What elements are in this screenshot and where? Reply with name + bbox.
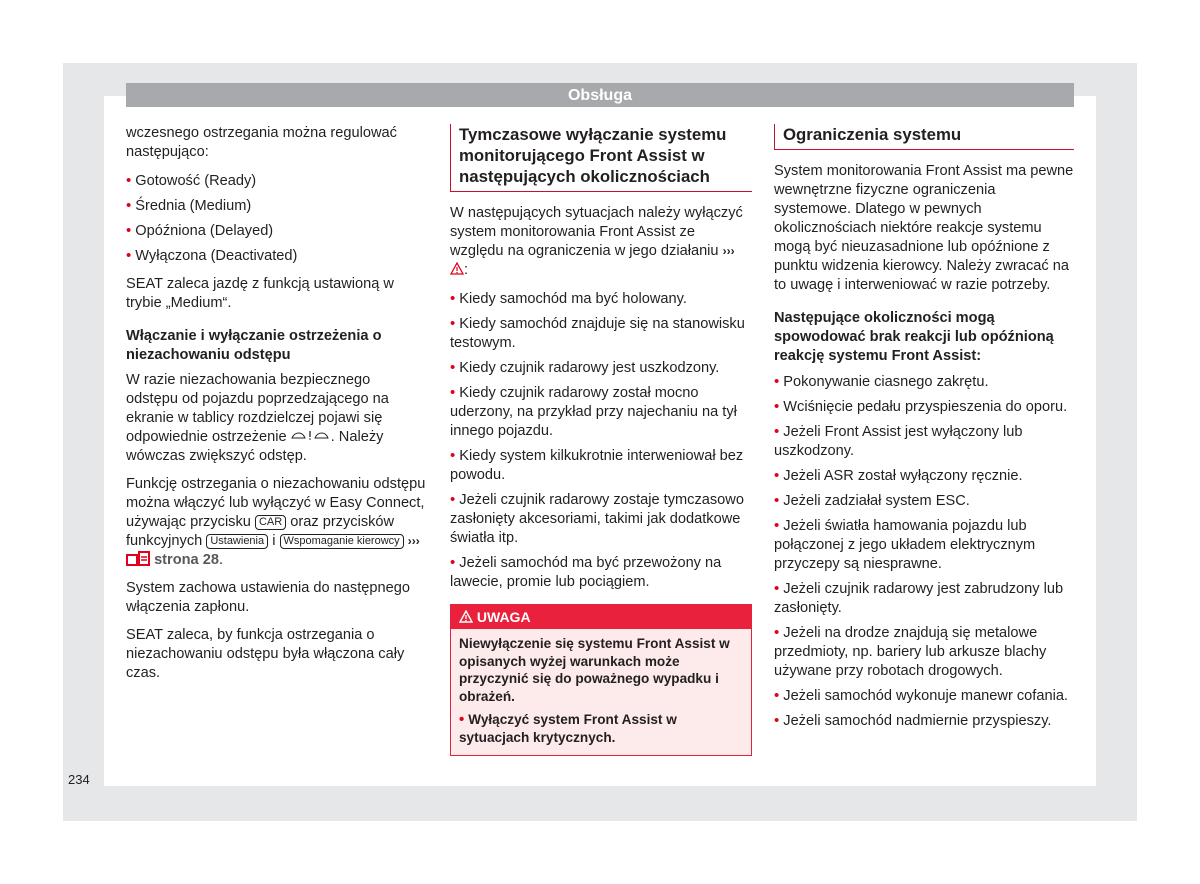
paragraph-text: Funkcję ostrzegania o niezachowaniu odstępu można włączyć lub wyłączyć w Easy Connect, używając przycisku [126, 476, 426, 530]
intro-text [450, 204, 752, 280]
list-item: • Jeżeli na drodze znajdują się metalowe przedmioty, np. bariery lub arkusze blachy używane przy robotach drogowych. [774, 623, 1074, 681]
warning-box [450, 604, 752, 756]
column-3 [774, 124, 1074, 740]
list-item: • Kiedy czujnik radarowy jest uszkodzony. [450, 358, 752, 378]
warning-title: UWAGA [476, 609, 531, 625]
paragraph: System zachowa ustawienia do następnego włączenia zapłonu. [126, 580, 410, 615]
paragraph [126, 475, 426, 570]
section-header: Obsługa [126, 83, 1074, 107]
reference-arrows: ››› [722, 244, 735, 258]
column-1 [126, 124, 426, 692]
list-item: • Jeżeli Front Assist jest wyłączony lub uszkodzony. [774, 422, 1074, 461]
paragraph-text: W razie niezachowania bezpiecznego odstępu od pojazdu poprzedzającego na ekranie w tablicy rozdzielczej pojawi się odpowiednie ostrzeżenie [126, 372, 389, 445]
list-item: • Jeżeli czujnik radarowy zostaje tymczasowo zasłonięty akcesoriami, takimi jak dodatkowe światła itp. [450, 490, 752, 548]
warning-list [459, 711, 743, 746]
list-item: • Opóźniona (Delayed) [126, 221, 426, 241]
list-item: • Kiedy czujnik radarowy został mocno uderzony, na przykład przy najechaniu na tył innego pojazdu. [450, 383, 752, 441]
paragraph-text: . Należy wówczas zwiększyć odstęp. [126, 429, 384, 464]
driver-assist-key: Wspomaganie kierowcy [280, 534, 404, 549]
subheading: Następujące okoliczności mogą spowodować brak reakcji lub opóźnioną reakcję systemu Front Assist: [774, 310, 1054, 364]
situation-list [450, 289, 752, 592]
paragraph: SEAT zaleca, by funkcja ostrzegania o niezachowaniu odstępu była włączona cały czas. [126, 627, 405, 681]
warning-text: Niewyłączenie się systemu Front Assist w opisanych wyżej warunkach może przyczynić się do poważnego wypadku i obrażeń. [459, 636, 730, 704]
page-reference-link[interactable]: strona 28 [154, 552, 219, 568]
paragraph [126, 371, 426, 466]
warning-triangle-icon [450, 262, 464, 275]
list-item: • Wyłączyć system Front Assist w sytuacjach krytycznych. [459, 711, 743, 746]
paragraph-text: i [272, 533, 276, 549]
list-item: • Kiedy samochód ma być holowany. [450, 289, 752, 309]
page-number: 234 [68, 772, 90, 787]
section-heading: Tymczasowe wyłączanie systemu monitorującego Front Assist w następujących okolicznościach [450, 124, 752, 192]
intro-text: System monitorowania Front Assist ma pewne wewnętrzne fizyczne ograniczenia systemowe. Dlatego w pewnych okolicznościach niektóre reakcje systemu mogą być nieuzasadnione lub opóźnione z punktu widzenia kierowcy. Należy zwracać na to uwagę i interweniować w razie potrzeby. [774, 163, 1074, 293]
intro-text: wczesnego ostrzegania można regulować następująco: [126, 125, 397, 160]
limitation-list [774, 372, 1074, 731]
list-item: • Pokonywanie ciasnego zakrętu. [774, 372, 1074, 392]
settings-key: Ustawienia [206, 534, 268, 549]
reference-arrows: ››› [407, 534, 420, 548]
section-heading: Ograniczenia systemu [774, 124, 1074, 150]
distance-warning-icon [291, 429, 331, 441]
paragraph-text: oraz przycisków funkcyjnych [126, 514, 395, 549]
list-item: • Jeżeli zadziałał system ESC. [774, 491, 1074, 511]
car-button-key: CAR [255, 515, 286, 530]
warning-body [451, 629, 751, 755]
list-item: • Średnia (Medium) [126, 196, 426, 216]
list-item: • Gotowość (Ready) [126, 171, 426, 191]
list-item: • Kiedy samochód znajduje się na stanowisku testowym. [450, 314, 752, 353]
warning-header [451, 605, 751, 629]
warning-triangle-icon [459, 610, 473, 623]
paragraph-text: W następujących sytuacjach należy wyłączyć system monitorowania Front Assist ze względu na ograniczenia w jego działaniu [450, 205, 743, 259]
list-item: • Wciśnięcie pedału przyspieszenia do oporu. [774, 397, 1074, 417]
paragraph-text: . [218, 552, 224, 568]
paragraph-text: : [464, 262, 469, 278]
book-reference-icon [126, 551, 150, 566]
recommendation-text: SEAT zaleca jazdę z funkcją ustawioną w trybie „Medium“. [126, 276, 394, 311]
column-2 [450, 124, 752, 756]
list-item: • Wyłączona (Deactivated) [126, 246, 426, 266]
list-item: • Jeżeli czujnik radarowy jest zabrudzony lub zasłonięty. [774, 579, 1074, 618]
list-item: • Kiedy system kilkukrotnie interweniował bez powodu. [450, 446, 752, 485]
list-item: • Jeżeli samochód ma być przewożony na lawecie, promie lub pociągiem. [450, 553, 752, 592]
list-item: • Jeżeli samochód nadmiernie przyspieszy. [774, 711, 1074, 731]
warning-level-list [126, 171, 426, 266]
list-item: • Jeżeli ASR został wyłączony ręcznie. [774, 466, 1074, 486]
list-item: • Jeżeli samochód wykonuje manewr cofania. [774, 686, 1074, 706]
subheading: Włączanie i wyłączanie ostrzeżenia o niezachowaniu odstępu [126, 328, 382, 363]
list-item: • Jeżeli światła hamowania pojazdu lub połączonej z jego układem elektrycznym przyczepy są niesprawne. [774, 516, 1074, 574]
